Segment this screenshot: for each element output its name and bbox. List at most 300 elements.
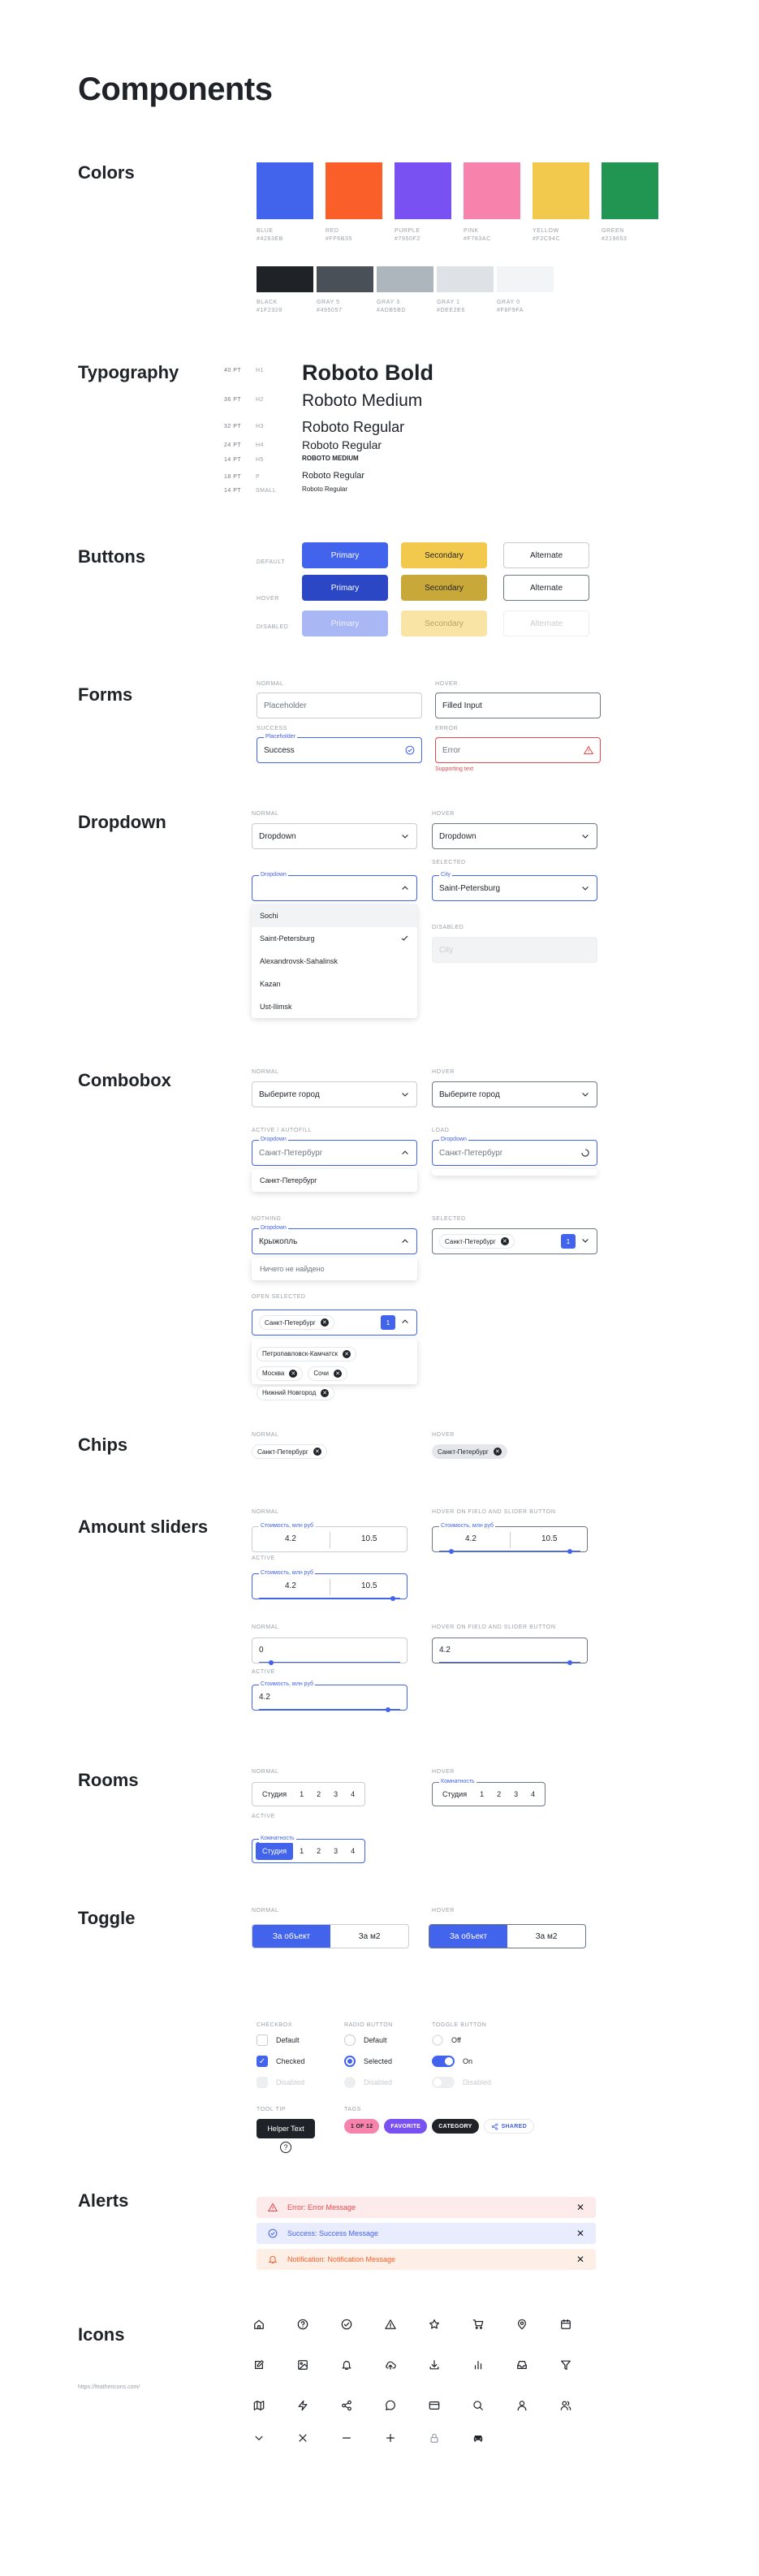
dropdown-disabled <box>432 937 597 963</box>
icons-source-link[interactable]: https://feathericons.com/ <box>78 2384 140 2390</box>
color-hex: #ADB5BD <box>377 308 407 313</box>
text-input-hover[interactable] <box>435 693 601 718</box>
tag-label: SHARED <box>501 2123 527 2129</box>
combobox-open-cap: OPEN SELECTED <box>252 1294 306 1300</box>
dropdown-option[interactable] <box>252 950 417 973</box>
close-icon[interactable]: ✕ <box>343 1350 351 1358</box>
dropdown-option-label: Sochi <box>260 912 278 920</box>
slider-track <box>259 1662 400 1663</box>
type-size-label: 24 PT <box>224 442 242 448</box>
room-option[interactable]: 2 <box>497 1790 502 1798</box>
toggle-option-m2[interactable]: За м2 <box>358 1931 381 1941</box>
sliders-normal-cap: NORMAL <box>252 1509 279 1515</box>
text-input-error[interactable] <box>435 737 601 763</box>
bell-icon[interactable] <box>339 2358 354 2372</box>
input-value: Filled Input <box>442 701 482 710</box>
alert-triangle-icon[interactable] <box>383 2317 398 2332</box>
section-title-dropdown: Dropdown <box>78 812 166 832</box>
dropdown-option[interactable] <box>252 904 417 927</box>
switch-off[interactable] <box>432 2034 461 2046</box>
type-sample: Roboto Regular <box>302 419 405 435</box>
switch-track[interactable] <box>432 2056 455 2067</box>
dropdown-float-label: Dropdown <box>261 872 287 878</box>
rooms-label: Комнатность <box>261 1836 295 1841</box>
radio-selected[interactable] <box>344 2056 392 2067</box>
switch-label: On <box>463 2057 473 2065</box>
room-option[interactable]: 1 <box>480 1790 485 1798</box>
chip[interactable] <box>257 1347 356 1361</box>
forms-hover-cap: HOVER <box>435 681 458 687</box>
switch-on[interactable] <box>432 2056 472 2067</box>
section-title-forms: Forms <box>78 684 133 705</box>
combobox-loading[interactable] <box>432 1137 597 1166</box>
check-icon <box>400 934 409 944</box>
alternate-button[interactable]: Alternate <box>503 542 589 568</box>
combobox-placeholder: Выберите город <box>259 1090 320 1099</box>
primary-button-hover[interactable]: Primary <box>302 575 388 601</box>
color-swatch <box>395 162 451 219</box>
section-title-alerts: Alerts <box>78 2190 129 2211</box>
secondary-button-disabled: Secondary <box>401 611 487 636</box>
radio-circle[interactable] <box>344 2056 356 2067</box>
tag <box>484 2119 534 2134</box>
combobox-suggestions <box>252 1169 417 1192</box>
slider-value: 0 <box>259 1646 264 1655</box>
combobox-trailing <box>561 1234 590 1249</box>
star-icon[interactable] <box>427 2317 442 2332</box>
dropdown-option[interactable] <box>252 927 417 950</box>
color-name: YELLOW <box>533 228 559 234</box>
range-slider-hover[interactable] <box>432 1523 588 1552</box>
type-size-label: 14 PT <box>224 456 242 463</box>
combobox-empty-menu <box>252 1258 417 1280</box>
room-option[interactable]: 2 <box>317 1847 321 1855</box>
range-slider-active[interactable] <box>252 1570 408 1599</box>
warning-icon <box>268 2203 278 2212</box>
room-option[interactable]: 4 <box>351 1790 356 1798</box>
radio-circle <box>344 2077 356 2088</box>
toggle-option-object[interactable]: За объект <box>252 1925 330 1948</box>
checkbox-label: Default <box>276 2036 300 2044</box>
segmented-toggle-normal <box>252 1924 409 1948</box>
check-circle-icon <box>405 745 415 755</box>
dropdown-value: Dropdown <box>439 831 477 841</box>
type-sample: ROBOTO MEDIUM <box>302 455 359 462</box>
bar-chart-icon[interactable] <box>471 2358 485 2372</box>
color-swatch <box>464 162 520 219</box>
type-tag-label: SMALL <box>256 487 277 494</box>
tag <box>344 2119 379 2134</box>
type-tag-label: H5 <box>256 456 264 463</box>
rooms-hover-cap: HOVER <box>432 1769 455 1775</box>
single-slider-normal[interactable] <box>252 1638 408 1663</box>
radio-label: Default <box>364 2036 387 2044</box>
chip-label: Санкт-Петербург <box>438 1448 489 1456</box>
color-swatch <box>497 266 554 292</box>
checkbox-disabled <box>257 2077 304 2088</box>
dropdown-normal-cap: NORMAL <box>252 811 279 817</box>
section-title-toggle: Toggle <box>78 1908 136 1928</box>
combobox-normal[interactable] <box>252 1081 417 1107</box>
rooms-label: Комнатность <box>441 1779 475 1784</box>
chevron-down-icon[interactable] <box>252 2431 266 2445</box>
combobox-value: Санкт-Петербург <box>439 1148 503 1158</box>
tag-label: CATEGORY <box>438 2123 472 2129</box>
selection-count-badge: 1 <box>561 1234 576 1249</box>
upload-cloud-icon[interactable] <box>383 2358 398 2372</box>
chip-label: Москва <box>262 1370 285 1377</box>
chip-normal[interactable] <box>252 1444 327 1459</box>
color-name: BLUE <box>257 228 274 234</box>
slider-to-value: 10.5 <box>361 1581 377 1590</box>
single-slider-active[interactable] <box>252 1681 408 1711</box>
combobox-normal-cap: NORMAL <box>252 1069 279 1075</box>
input-value: Error <box>442 745 461 755</box>
row-label-default: DEFAULT <box>257 559 286 565</box>
slider-track <box>259 1709 400 1710</box>
toggle-option-object[interactable]: За объект <box>429 1925 507 1948</box>
room-option[interactable]: Студия <box>442 1790 468 1798</box>
slider-handle[interactable] <box>567 1660 572 1665</box>
room-option[interactable]: 1 <box>300 1790 304 1798</box>
primary-button-disabled: Primary <box>302 611 388 636</box>
chevron-down-icon <box>580 1236 590 1248</box>
color-name: GRAY 1 <box>437 300 460 305</box>
close-icon[interactable]: ✕ <box>313 1448 321 1456</box>
section-title-colors: Colors <box>78 162 135 183</box>
edit-icon[interactable] <box>252 2358 266 2372</box>
text-input-success[interactable] <box>257 734 422 763</box>
type-sample: Roboto Medium <box>302 391 423 410</box>
alert <box>257 2223 596 2244</box>
secondary-button-hover[interactable]: Secondary <box>401 575 487 601</box>
room-option[interactable]: 3 <box>514 1790 519 1798</box>
slider-value: 4.2 <box>439 1646 451 1655</box>
check-circle-icon <box>268 2229 278 2238</box>
help-circle-icon[interactable]: ? <box>280 2142 291 2153</box>
room-option[interactable]: 4 <box>531 1790 536 1798</box>
close-icon[interactable]: ✕ <box>321 1389 329 1397</box>
chip-label: Санкт-Петербург <box>257 1448 308 1456</box>
section-title-combobox: Combobox <box>78 1070 171 1090</box>
sliders-hover-cap: HOVER ON FIELD AND SLIDER BUTTON <box>432 1509 556 1515</box>
user-icon[interactable] <box>515 2398 529 2413</box>
radio-label: Selected <box>364 2057 393 2065</box>
tooltip-cap: TOOL TIP <box>257 2107 287 2112</box>
forms-error-cap: ERROR <box>435 726 459 731</box>
chevron-down-icon <box>580 1090 590 1099</box>
checkbox-box <box>257 2077 268 2088</box>
secondary-button[interactable]: Secondary <box>401 542 487 568</box>
map-pin-icon[interactable] <box>515 2317 529 2332</box>
type-tag-label: H2 <box>256 397 264 403</box>
combobox-empty-message: Ничего не найдено <box>260 1265 325 1273</box>
alert-message: Error: Error Message <box>287 2203 356 2211</box>
color-name: PINK <box>464 228 479 234</box>
alternate-button-disabled: Alternate <box>503 611 589 636</box>
radio-disabled <box>344 2077 392 2088</box>
checkbox-box[interactable] <box>257 2034 268 2046</box>
cart-icon[interactable] <box>471 2317 485 2332</box>
color-hex: #495057 <box>317 308 343 313</box>
slider-label: Стоимость, млн руб <box>261 1681 314 1687</box>
color-hex: #F783AC <box>464 236 491 242</box>
plus-icon[interactable] <box>383 2431 398 2445</box>
dropdown-open[interactable] <box>252 872 417 901</box>
range-slider-normal[interactable] <box>252 1523 408 1552</box>
close-icon[interactable]: ✕ <box>289 1370 297 1378</box>
dropdown-option-label: Ust-Ilimsk <box>260 1003 292 1011</box>
checkbox-cap: CHECKBOX <box>257 2022 293 2028</box>
slider-label: Стоимость, млн руб <box>441 1523 494 1529</box>
toggle-normal-cap: NORMAL <box>252 1908 279 1914</box>
combobox-loading-menu <box>432 1169 597 1176</box>
primary-button[interactable]: Primary <box>302 542 388 568</box>
type-size-label: 32 PT <box>224 424 242 430</box>
room-option[interactable]: Студия <box>256 1842 293 1860</box>
home-icon[interactable] <box>252 2317 266 2332</box>
section-title-rooms: Rooms <box>78 1770 139 1790</box>
slider-to-value: 10.5 <box>361 1534 377 1543</box>
room-option[interactable]: 1 <box>300 1847 304 1855</box>
close-icon[interactable]: ✕ <box>576 2254 584 2265</box>
input-placeholder: Placeholder <box>264 701 307 710</box>
combobox-nothing[interactable] <box>252 1225 417 1254</box>
color-name: GRAY 5 <box>317 300 340 305</box>
color-hex: #1F2328 <box>257 308 282 313</box>
type-sample: Roboto Regular <box>302 471 365 481</box>
spinner-icon <box>580 1148 590 1158</box>
color-hex: #4263EB <box>257 236 284 242</box>
color-hex: #219653 <box>602 236 627 242</box>
single-slider-hover[interactable] <box>432 1638 588 1663</box>
combobox-autofill[interactable] <box>252 1137 417 1166</box>
switch-disabled <box>432 2077 491 2088</box>
input-value: Success <box>264 745 295 755</box>
section-title-buttons: Buttons <box>78 546 146 567</box>
users-icon[interactable] <box>558 2398 573 2413</box>
type-size-label: 18 PT <box>224 473 242 480</box>
chip[interactable] <box>257 1386 334 1400</box>
switch-track[interactable] <box>432 2034 443 2046</box>
segmented-toggle-hover <box>429 1924 586 1948</box>
download-icon[interactable] <box>427 2358 442 2372</box>
slider-track <box>259 1598 400 1599</box>
combobox-float-label: Dropdown <box>261 1225 287 1231</box>
checkbox-label: Checked <box>276 2057 305 2065</box>
switch-cap: TOGGLE BUTTON <box>432 2022 487 2028</box>
lock-icon[interactable] <box>427 2431 442 2445</box>
slider-handle-min[interactable] <box>449 1549 454 1554</box>
type-size-label: 14 PT <box>224 487 242 494</box>
section-title-chips: Chips <box>78 1435 128 1455</box>
type-tag-label: H4 <box>256 442 264 448</box>
alternate-button-hover[interactable]: Alternate <box>503 575 589 601</box>
chips-normal-cap: NORMAL <box>252 1432 279 1438</box>
filter-icon[interactable] <box>558 2358 573 2372</box>
section-title-typography: Typography <box>78 362 179 382</box>
dropdown-hover[interactable] <box>432 823 597 849</box>
color-swatch <box>326 162 382 219</box>
switch-label: Disabled <box>463 2078 492 2086</box>
switch-label: Off <box>451 2036 461 2044</box>
close-icon[interactable]: ✕ <box>501 1237 509 1245</box>
type-size-label: 40 PT <box>224 368 242 374</box>
chip[interactable] <box>308 1366 347 1381</box>
slider-handle-max[interactable] <box>390 1596 395 1601</box>
minus-icon[interactable] <box>339 2431 354 2445</box>
type-sample: Roboto Regular <box>302 485 348 493</box>
chevron-up-icon <box>400 883 410 893</box>
rooms-selector-normal <box>252 1782 365 1806</box>
dropdown-option[interactable] <box>252 973 417 995</box>
checkbox-label: Disabled <box>276 2078 305 2086</box>
bell-icon <box>268 2255 278 2264</box>
room-option[interactable]: 2 <box>317 1790 321 1798</box>
radio-circle[interactable] <box>344 2034 356 2046</box>
color-name: BLACK <box>257 300 278 305</box>
color-name: GRAY 0 <box>497 300 520 305</box>
selection-count-badge: 1 <box>381 1315 395 1330</box>
color-swatch <box>602 162 658 219</box>
zap-icon[interactable] <box>295 2398 310 2413</box>
check-circle-icon[interactable] <box>339 2317 354 2332</box>
type-size-label: 36 PT <box>224 397 242 403</box>
combobox-open-selected[interactable] <box>252 1310 417 1335</box>
rooms-normal-cap: NORMAL <box>252 1769 279 1775</box>
chip-hover[interactable] <box>432 1444 507 1459</box>
row-label-hover: HOVER <box>257 596 279 602</box>
dropdown-float-label: City <box>441 872 451 878</box>
chip[interactable] <box>439 1234 515 1249</box>
dropdown-menu <box>252 904 417 1018</box>
color-name: GREEN <box>602 228 624 234</box>
color-hex: #F2C94C <box>533 236 561 242</box>
color-swatch <box>317 266 373 292</box>
dropdown-option-label: Alexandrovsk-Sahalinsk <box>260 957 339 965</box>
close-icon[interactable]: ✕ <box>576 2202 584 2213</box>
radio-default[interactable] <box>344 2034 387 2046</box>
combobox-selected-cap: SELECTED <box>432 1216 466 1222</box>
dropdown-normal[interactable] <box>252 823 417 849</box>
dropdown-value: Saint-Petersburg <box>439 883 501 893</box>
forms-normal-cap: NORMAL <box>257 681 284 687</box>
sliders-active-cap: ACTIVE <box>252 1556 275 1561</box>
section-title-amount-sliders: Amount sliders <box>78 1517 209 1537</box>
section-title-icons: Icons <box>78 2324 125 2345</box>
page-title: Components <box>78 71 273 107</box>
checkbox-default[interactable] <box>257 2034 300 2046</box>
share-icon[interactable] <box>339 2398 354 2413</box>
chip[interactable] <box>257 1366 303 1381</box>
credit-card-icon[interactable] <box>427 2398 442 2413</box>
toggle-hover-cap: HOVER <box>432 1908 455 1914</box>
car-icon[interactable] <box>471 2431 485 2445</box>
type-tag-label: H1 <box>256 368 264 374</box>
combobox-selected[interactable] <box>432 1228 597 1254</box>
inbox-icon[interactable] <box>515 2358 529 2372</box>
color-swatch <box>437 266 494 292</box>
slider-from-value: 4.2 <box>285 1581 296 1590</box>
slider-value: 4.2 <box>259 1693 270 1702</box>
single-slider-active-cap: ACTIVE <box>252 1669 275 1675</box>
color-swatch <box>257 162 313 219</box>
combobox-hover[interactable] <box>432 1081 597 1107</box>
dropdown-hover-cap: HOVER <box>432 811 455 817</box>
tag-label: FAVORITE <box>390 2123 421 2129</box>
slider-handle-max[interactable] <box>567 1549 572 1554</box>
rooms-selector-hover <box>432 1779 546 1806</box>
share-icon <box>491 2123 498 2130</box>
message-circle-icon[interactable] <box>383 2398 398 2413</box>
room-option[interactable]: 3 <box>334 1790 339 1798</box>
alert-message: Success: Success Message <box>287 2229 379 2237</box>
dropdown-selected[interactable] <box>432 872 597 901</box>
dropdown-option[interactable] <box>252 995 417 1018</box>
room-option[interactable]: 4 <box>351 1847 356 1855</box>
room-option[interactable]: 3 <box>334 1847 339 1855</box>
dropdown-value: City <box>439 945 454 955</box>
check-icon[interactable]: ✓ <box>257 2056 268 2067</box>
combobox-nothing-cap: NOTHING <box>252 1216 282 1222</box>
color-swatch <box>377 266 433 292</box>
chip-label: Сочи <box>313 1370 329 1377</box>
dropdown-selected-cap: SELECTED <box>432 860 466 865</box>
color-hex: #DEE2E6 <box>437 308 465 313</box>
combobox-float-label: Dropdown <box>261 1137 287 1142</box>
color-hex: #F8F9FA <box>497 308 524 313</box>
close-icon[interactable]: ✕ <box>334 1370 342 1378</box>
image-icon[interactable] <box>295 2358 310 2372</box>
slider-divider <box>510 1532 511 1548</box>
radio-label: Disabled <box>364 2078 393 2086</box>
alert <box>257 2249 596 2270</box>
x-icon[interactable] <box>295 2431 310 2445</box>
toggle-option-m2[interactable]: За м2 <box>535 1931 558 1941</box>
close-icon[interactable]: ✕ <box>494 1448 502 1456</box>
chip[interactable] <box>259 1315 334 1330</box>
room-option[interactable]: Студия <box>262 1790 287 1798</box>
chip-label: Санкт-Петербург <box>265 1318 316 1327</box>
combobox-typed: Санкт-Петербург <box>259 1148 323 1158</box>
chevron-up-icon <box>400 1317 410 1329</box>
color-swatch <box>257 266 313 292</box>
text-input-normal[interactable] <box>257 693 422 718</box>
slider-handle[interactable] <box>269 1660 274 1665</box>
color-hex: #7950F2 <box>395 236 420 242</box>
tag-label: 1 OF 12 <box>351 2123 373 2129</box>
dropdown-value: Dropdown <box>259 831 296 841</box>
slider-handle[interactable] <box>386 1707 390 1712</box>
help-circle-icon[interactable] <box>295 2317 310 2332</box>
combobox-hover-cap: HOVER <box>432 1069 455 1075</box>
chip-label: Нижний Новгород <box>262 1389 317 1396</box>
map-icon[interactable] <box>252 2398 266 2413</box>
calendar-icon[interactable] <box>558 2317 573 2332</box>
slider-track <box>439 1662 580 1663</box>
close-icon[interactable]: ✕ <box>576 2228 584 2239</box>
combobox-suggestion[interactable]: Санкт-Петербург <box>260 1176 317 1184</box>
alert <box>257 2197 596 2218</box>
checkbox-checked[interactable] <box>257 2056 305 2067</box>
chevron-down-icon <box>400 1090 410 1099</box>
search-icon[interactable] <box>471 2398 485 2413</box>
type-tag-label: H3 <box>256 424 264 430</box>
close-icon[interactable]: ✕ <box>321 1318 329 1327</box>
warning-icon <box>584 745 593 755</box>
tags-row <box>344 2119 539 2134</box>
chip-label: Санкт-Петербург <box>445 1237 496 1245</box>
